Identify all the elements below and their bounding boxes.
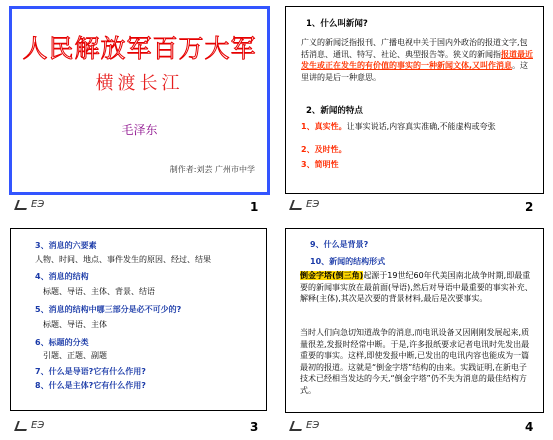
slide-1-notes-label: ЕЭ [31, 199, 45, 210]
slide-3-item-4: 6、标题的分类 [35, 338, 89, 347]
slide-3-item-6: 8、什么是主体?它有什么作用? [35, 381, 146, 390]
slide-1-credit: 制作者:刘芸 广州市中学 [169, 165, 255, 174]
slide-4-notes-link[interactable] [291, 420, 319, 431]
notes-pen-icon [289, 200, 305, 210]
slide-2-paragraph-1 [301, 37, 533, 83]
slide-2-feature-1-number: 1、 [301, 122, 315, 131]
notes-pen-icon [14, 421, 30, 431]
slide-3-page-number: 3 [250, 420, 259, 434]
slide-4-notes-label: ЕЭ [306, 420, 320, 431]
slide-4-paragraph-1-text: 起源于19世纪60年代美国南北战争时期,即最重要的新闻事实放在最前面(导语),然后对导语中最重要的事实补充、解释(主体),其次是次要的背景材料,最后是次要事实。 [300, 271, 533, 303]
slide-1-page-number: 1 [250, 200, 259, 214]
slide-2-notes-label: ЕЭ [306, 199, 320, 210]
slide-3-item-2-text: 标题、导语、主体、背景、结语 [43, 287, 155, 296]
slide-1-subtitle: 横渡长江 [95, 73, 184, 94]
slide-3-notes-label: ЕЭ [31, 420, 45, 431]
slide-2-feature-1-label: 真实性。 [314, 122, 347, 131]
slide-3-item-3-text: 标题、导语、主体 [43, 320, 107, 329]
slide-2-paragraph-1b: 狭义的新闻指 [453, 49, 501, 59]
slide-3-thumbnail[interactable] [10, 228, 267, 411]
slide-2-notes-link[interactable] [291, 199, 319, 210]
slide-4-question-9: 9、什么是背景? [310, 240, 369, 249]
slide-3-item-4-text: 引题、正题、副题 [43, 351, 107, 360]
slide-4-paragraph-1 [300, 270, 534, 305]
slide-4-thumbnail[interactable] [285, 228, 544, 413]
slide-1-author: 毛泽东 [121, 123, 158, 137]
slide-2-thumbnail[interactable] [285, 6, 544, 194]
slide-2-feature-1 [301, 121, 531, 133]
slide-3-item-2: 4、消息的结构 [35, 272, 89, 281]
notes-pen-icon [14, 200, 30, 210]
slide-3-notes-link[interactable] [16, 420, 44, 431]
slide-1-notes-link[interactable] [16, 199, 44, 210]
slide-1-title: 人民解放军百万大军 [22, 34, 257, 63]
slide-3-item-1: 3、消息的六要素 [35, 241, 97, 250]
slide-2-feature-3: 3、简明性 [301, 160, 339, 169]
slide-1-thumbnail[interactable] [9, 6, 270, 195]
slide-4-inverted-pyramid-highlight: 倒金字塔(倒三角) [300, 271, 364, 280]
slide-2-heading-1: 1、什么叫新闻? [306, 19, 368, 29]
slide-2-feature-1-text: 让事实说话,内容真实准确,不能虚构或夸张 [346, 122, 496, 131]
notes-pen-icon [289, 421, 305, 431]
slide-2-page-number: 2 [525, 200, 534, 214]
slide-3-item-5: 7、什么是导语?它有什么作用? [35, 367, 146, 376]
slide-2-highlight-definition: 报道最近发生或正在发生的有价值的事实的一种新闻文体,又叫作消息 [301, 49, 533, 70]
slide-2-paragraph-1c: 。这里讲的是后一种意思。 [301, 61, 529, 82]
slide-2-paragraph-1a: 广义的新闻泛指报刊、广播电视中关于国内外政治的报道文字,包括消息、通讯、特写、社论、典型报告等。 [301, 38, 528, 59]
slide-3-item-3: 5、消息的结构中哪三部分是必不可少的? [35, 305, 182, 314]
slide-2-heading-2: 2、新闻的特点 [306, 106, 363, 116]
slide-4-question-10: 10、新闻的结构形式 [310, 257, 386, 266]
slide-2-feature-2: 2、及时性。 [301, 145, 347, 154]
slide-4-page-number: 4 [525, 420, 534, 434]
slide-4-paragraph-2: 当时人们向急切知道战争的消息,而电讯设备又因刚刚发展起来,质量很差,发报时经常中断。于是,许多报纸要求记者电讯时先发出最重要的事实。这样,即使发报中断,已发出的电讯内容也能成为一篇最初的报道。这就是“倒金字塔”结构的由来。实践证明,在新电子技术已经相当发达的今天,“倒金字塔”仍不失为消息的最佳结构方式。 [300, 328, 530, 395]
slide-3-item-1-text: 人物、时间、地点、事件发生的原因、经过、结果 [35, 255, 211, 264]
